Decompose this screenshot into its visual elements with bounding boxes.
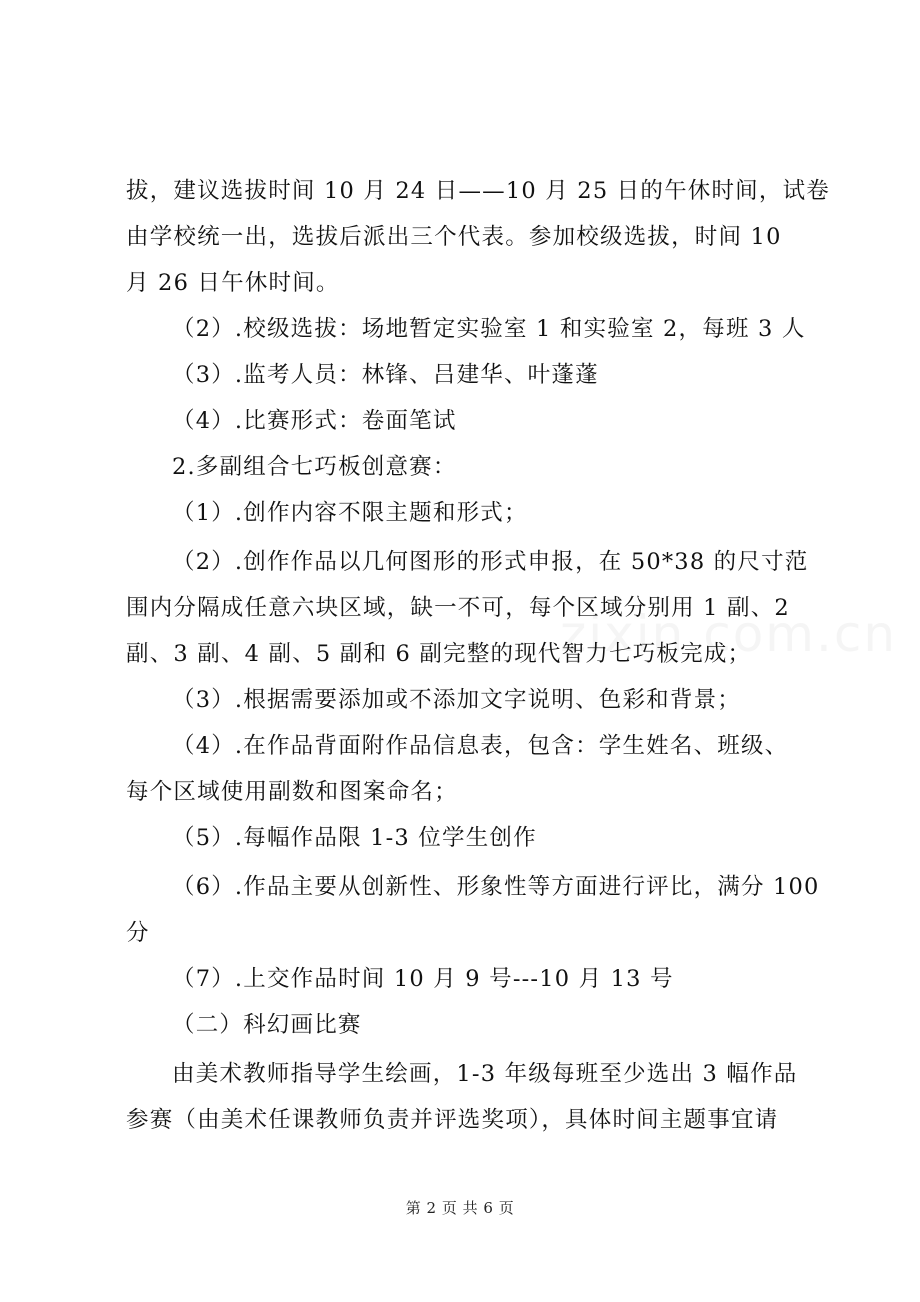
text-line: （7）.上交作品时间 10 月 9 号---10 月 13 号	[172, 966, 674, 992]
section-heading: 2.多副组合七巧板创意赛：	[172, 454, 457, 480]
text-line: 围内分隔成任意六块区域，缺一不可，每个区域分别用 1 副、2	[126, 595, 790, 621]
text-line: （4）.在作品背面附作品信息表，包含：学生姓名、班级、	[172, 733, 789, 759]
text-line: 副、3 副、4 副、5 副和 6 副完整的现代智力七巧板完成；	[126, 641, 752, 667]
text-line: （5）.每幅作品限 1-3 位学生创作	[172, 825, 537, 851]
text-line: （3）.根据需要添加或不添加文字说明、色彩和背景；	[172, 687, 741, 713]
text-line: （2）.创作作品以几何图形的形式申报，在 50*38 的尺寸范	[172, 549, 809, 575]
text-line: 由美术教师指导学生绘画，1-3 年级每班至少选出 3 幅作品	[172, 1061, 798, 1087]
text-line: 分	[126, 920, 150, 946]
page-footer: 第 2 页 共 6 页	[405, 1199, 515, 1217]
text-line: （3）.监考人员：林锋、吕建华、叶蓬蓬	[172, 362, 599, 388]
text-line: 拔，建议选拔时间 10 月 24 日——10 月 25 日的午休时间，试卷	[126, 178, 830, 204]
text-line: 每个区域使用副数和图案命名；	[126, 779, 458, 805]
text-line: 由学校统一出，选拔后派出三个代表。参加校级选拔，时间 10	[126, 224, 782, 250]
text-line: （4）.比赛形式：卷面笔试	[172, 408, 457, 434]
watermark: zixin.com.cn	[560, 605, 898, 663]
text-line: （6）.作品主要从创新性、形象性等方面进行评比，满分 100	[172, 874, 820, 900]
text-line: 月 26 日午休时间。	[126, 270, 340, 296]
text-line: 参赛（由美术任课教师负责并评选奖项），具体时间主题事宜请	[126, 1107, 779, 1133]
text-line: （2）.校级选拔：场地暂定实验室 1 和实验室 2，每班 3 人	[172, 316, 806, 342]
section-heading: （二）科幻画比赛	[172, 1012, 362, 1038]
text-line: （1）.创作内容不限主题和形式；	[172, 500, 528, 526]
